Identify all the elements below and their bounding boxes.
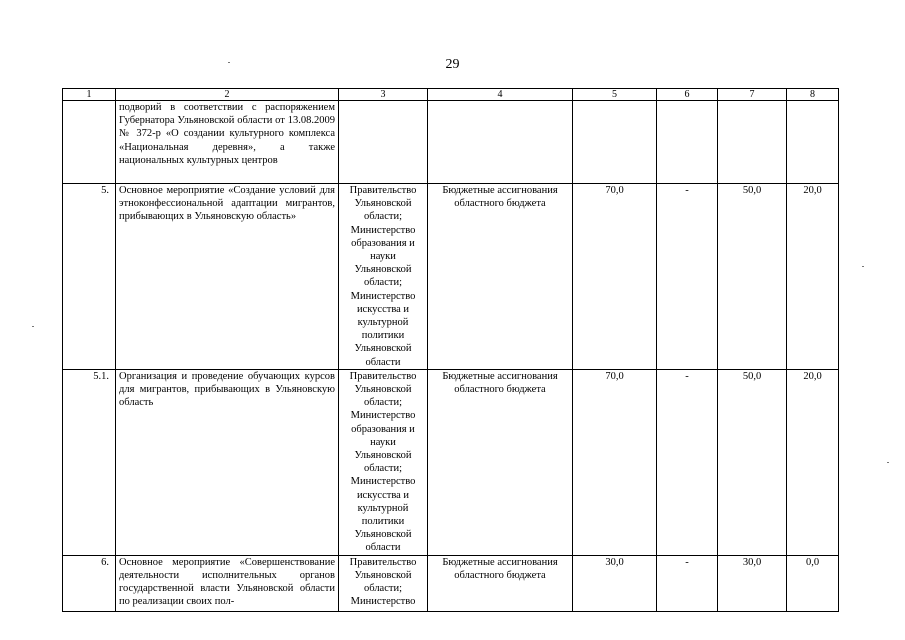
row-year-1: -: [657, 369, 718, 555]
row-year-2: 50,0: [718, 369, 787, 555]
column-header: 5: [573, 89, 657, 101]
row-year-1: -: [657, 555, 718, 611]
scan-speck: [887, 462, 889, 463]
row-total: [573, 101, 657, 184]
column-header: 3: [339, 89, 428, 101]
row-year-3: 0,0: [787, 555, 839, 611]
row-executor: Правительство Ульяновской области; Министерство: [339, 555, 428, 611]
column-header: 8: [787, 89, 839, 101]
row-number: 5.1.: [63, 369, 116, 555]
row-number: [63, 101, 116, 184]
column-header: 4: [428, 89, 573, 101]
scan-speck: [32, 326, 34, 327]
scan-speck: [228, 62, 230, 63]
row-description: Основное мероприятие «Совершенствование деятельности исполнительных органов государственной власти Ульяновской области по реализации своих пол-: [116, 555, 339, 611]
table-header-row: [63, 89, 839, 101]
row-funding-source: Бюджетные ассигнования областного бюджета: [428, 369, 573, 555]
row-description: Организация и проведение обучающих курсов для мигрантов, прибывающих в Ульяновскую область: [116, 369, 339, 555]
row-year-3: [787, 101, 839, 184]
row-total: 70,0: [573, 184, 657, 370]
row-year-1: -: [657, 184, 718, 370]
row-year-1: [657, 101, 718, 184]
row-year-2: 50,0: [718, 184, 787, 370]
column-header: 6: [657, 89, 718, 101]
row-year-3: 20,0: [787, 184, 839, 370]
column-header: 2: [116, 89, 339, 101]
row-funding-source: Бюджетные ассигнования областного бюджета: [428, 184, 573, 370]
row-funding-source: [428, 101, 573, 184]
row-total: 30,0: [573, 555, 657, 611]
column-header: 7: [718, 89, 787, 101]
row-funding-source: Бюджетные ассигнования областного бюджета: [428, 555, 573, 611]
table-row-continuation: [63, 101, 839, 184]
column-header: 1: [63, 89, 116, 101]
scan-speck: [862, 266, 864, 267]
row-number: 5.: [63, 184, 116, 370]
page-number: 29: [445, 57, 460, 72]
program-table: [62, 88, 839, 612]
row-description: подворий в соответствии с распоряжением Губернатора Ульяновской области от 13.08.2009 № 372-р «О создании культурного комплекса «Национальная деревня», а также национальных культурных центров: [116, 101, 339, 184]
table-row: [63, 184, 839, 370]
row-year-2: 30,0: [718, 555, 787, 611]
row-year-2: [718, 101, 787, 184]
row-number: 6.: [63, 555, 116, 611]
row-description: Основное мероприятие «Создание условий для этноконфессиональной адаптации мигрантов, прибывающих в Ульяновскую область»: [116, 184, 339, 370]
row-executor: [339, 101, 428, 184]
table-row: [63, 369, 839, 555]
row-year-3: 20,0: [787, 369, 839, 555]
row-executor: Правительство Ульяновской области; Министерство образования и науки Ульяновской области; Министерство искусства и культурной политики Ульяновской области: [339, 184, 428, 370]
table-row: [63, 555, 839, 611]
row-executor: Правительство Ульяновской области; Министерство образования и науки Ульяновской области; Министерство искусства и культурной политики Ульяновской области: [339, 369, 428, 555]
row-total: 70,0: [573, 369, 657, 555]
